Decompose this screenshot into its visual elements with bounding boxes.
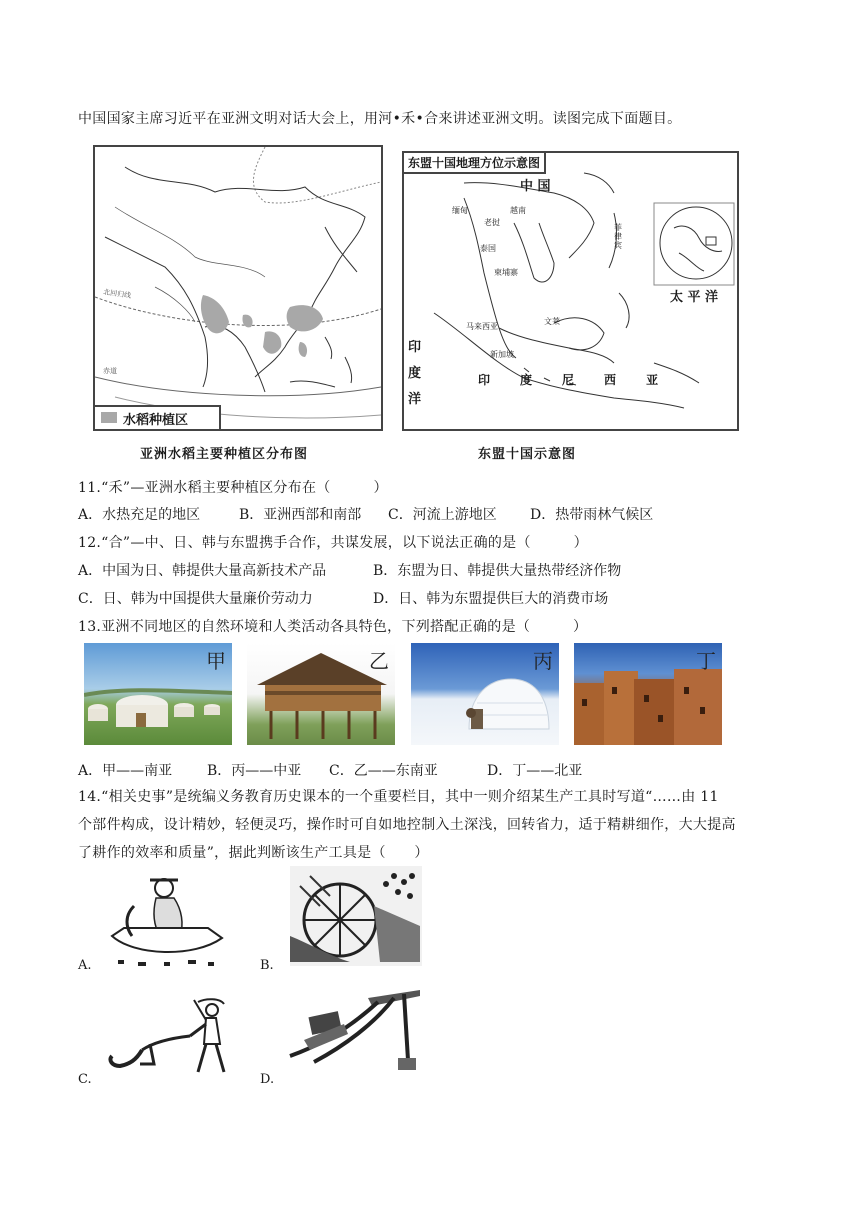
asean-map-title: 东盟十国地理方位示意图 bbox=[404, 153, 546, 174]
photo-yurts bbox=[84, 643, 232, 745]
q13-option-a: A．甲——南亚 bbox=[78, 763, 173, 779]
photo-igloo bbox=[411, 643, 559, 745]
label-philippines: 菲律宾 bbox=[614, 223, 622, 250]
label-china: 中 国 bbox=[520, 179, 551, 194]
tool-image-a bbox=[104, 866, 228, 970]
q14-option-d: D. bbox=[260, 1072, 275, 1087]
label-malaysia: 马来西亚 bbox=[466, 322, 498, 331]
label-thailand: 泰国 bbox=[480, 244, 496, 253]
q12-option-c: C．日、韩为中国提供大量廉价劳动力 bbox=[78, 591, 313, 607]
q11-option-c: C．河流上游地区 bbox=[388, 507, 497, 523]
rice-swatch bbox=[101, 412, 117, 423]
q13-option-b: B．丙——中亚 bbox=[207, 763, 302, 779]
intro-text: 中国国家主席习近平在亚洲文明对话大会上，用河•禾•合来讲述亚洲文明。读图完成下面题目。 bbox=[78, 111, 682, 127]
q14-option-c: C. bbox=[78, 1072, 92, 1087]
q14-option-b: B. bbox=[260, 958, 274, 973]
q14-stem-line-2: 个部件构成，设计精妙，轻便灵巧，操作时可自如地控制入土深浅，回转省力，适于精耕细作，大大提高 bbox=[78, 817, 736, 833]
left-map-caption: 亚洲水稻主要种植区分布图 bbox=[140, 447, 309, 462]
asean-map bbox=[402, 151, 739, 431]
label-indian-ocean: 印 度 洋 bbox=[408, 340, 422, 407]
label-myanmar: 缅甸 bbox=[452, 206, 468, 215]
q12-option-a: A．中国为日、韩提供大量高新技术产品 bbox=[78, 563, 327, 579]
tool-image-c bbox=[102, 994, 232, 1078]
q11-stem: 11.“禾”—亚洲水稻主要种植区分布在（ ） bbox=[78, 480, 388, 496]
equator-label: 赤道 bbox=[103, 367, 117, 375]
photo-label-ding: 丁 bbox=[696, 649, 716, 673]
tool-image-b bbox=[290, 866, 422, 966]
map-legend bbox=[95, 405, 221, 429]
asia-rice-map bbox=[93, 145, 383, 431]
label-vietnam: 越南 bbox=[510, 206, 526, 215]
photo-label-bing: 丙 bbox=[533, 649, 553, 673]
photo-label-jia: 甲 bbox=[206, 649, 226, 673]
q12-option-d: D．日、韩为东盟提供巨大的消费市场 bbox=[373, 591, 609, 607]
q14-stem-line-3: 了耕作的效率和质量”，据此判断该生产工具是（ ） bbox=[78, 845, 429, 861]
photo-stilt-house bbox=[247, 643, 395, 745]
q14-option-a: A. bbox=[78, 958, 92, 973]
q13-option-c: C．乙——东南亚 bbox=[329, 763, 438, 779]
tool-image-d bbox=[284, 984, 424, 1076]
q11-option-b: B．亚洲西部和南部 bbox=[239, 507, 362, 523]
legend-label: 水稻种植区 bbox=[123, 413, 189, 428]
label-indonesia: 印 度 尼 西 亚 bbox=[478, 373, 659, 387]
asia-rice-map-graphic bbox=[95, 147, 381, 429]
right-map-caption: 东盟十国示意图 bbox=[478, 447, 577, 462]
q14-stem-line-1: 14.“相关史事”是统编义务教育历史课本的一个重要栏目，其中一则介绍某生产工具时写道“……由 11 bbox=[78, 789, 719, 805]
label-cambodia: 柬埔寨 bbox=[494, 268, 518, 277]
q12-option-b: B．东盟为日、韩提供大量热带经济作物 bbox=[373, 563, 622, 579]
label-brunei: 文莱 bbox=[544, 317, 560, 326]
photo-label-yi: 乙 bbox=[369, 649, 389, 673]
q12-stem: 12.“合”—中、日、韩与东盟携手合作，共谋发展，以下说法正确的是（ ） bbox=[78, 535, 588, 551]
tropic-label: 北回归线 bbox=[102, 288, 132, 300]
q13-stem: 13.亚洲不同地区的自然环境和人类活动各具特色，下列搭配正确的是（ ） bbox=[78, 619, 588, 635]
label-pacific: 太 平 洋 bbox=[670, 290, 719, 305]
label-laos: 老挝 bbox=[484, 218, 500, 227]
photo-mud-town bbox=[574, 643, 722, 745]
label-singapore: 新加坡 bbox=[490, 350, 514, 359]
q13-option-d: D．丁——北亚 bbox=[487, 763, 583, 779]
q11-option-d: D．热带雨林气候区 bbox=[530, 507, 654, 523]
q11-option-a: A．水热充足的地区 bbox=[78, 507, 201, 523]
